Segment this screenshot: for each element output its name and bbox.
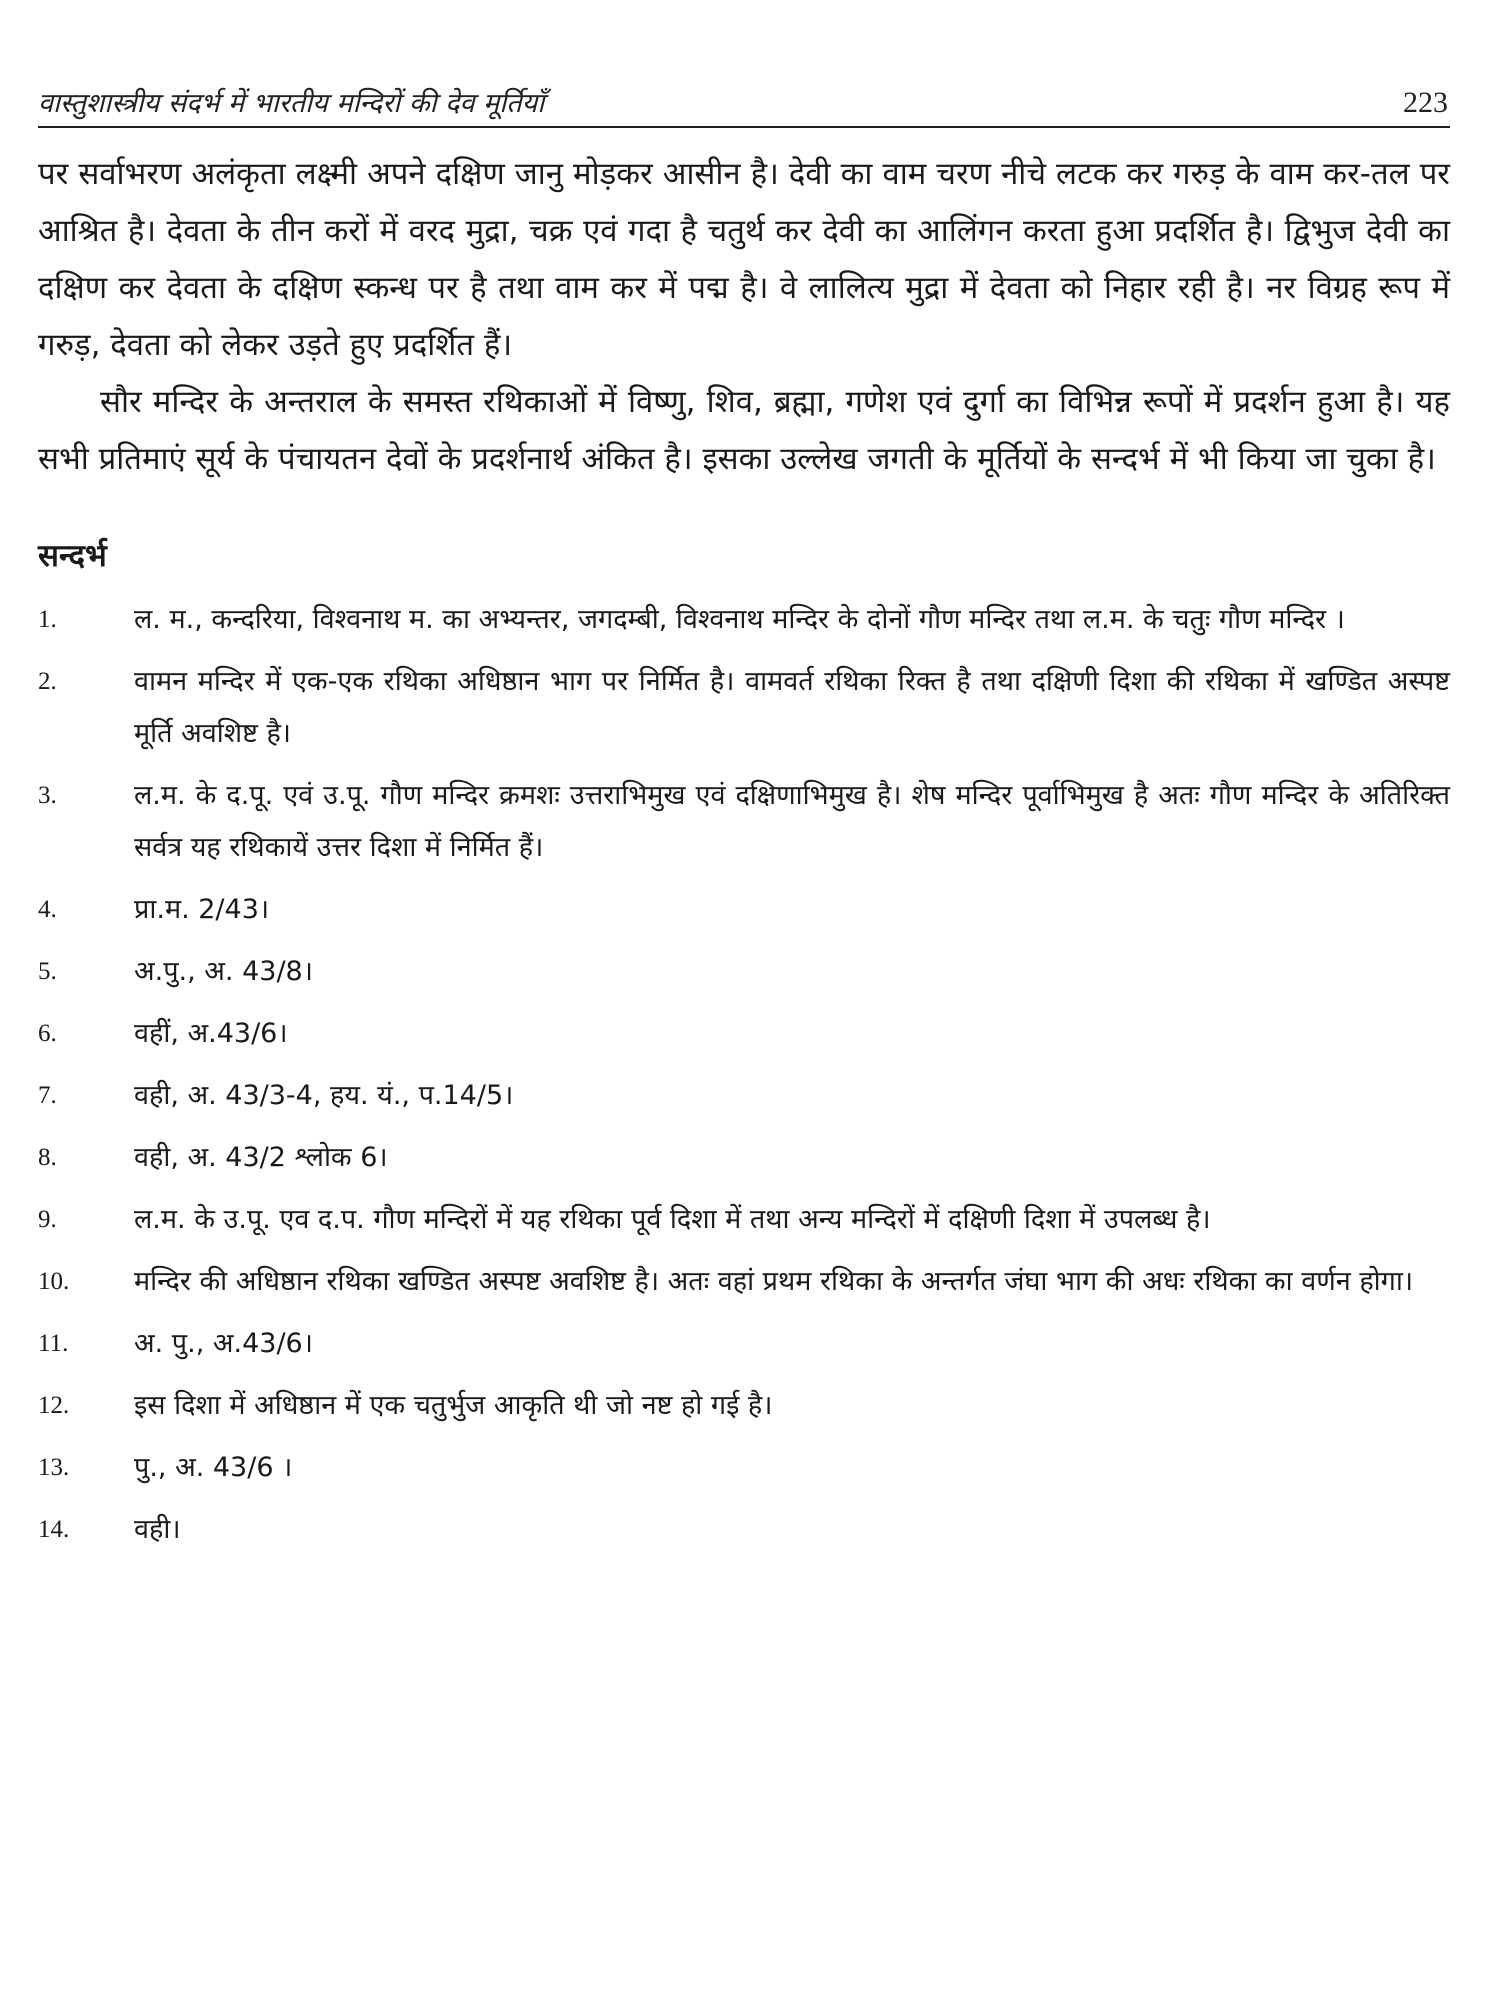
reference-number: 13. — [38, 1454, 70, 1481]
reference-number: 10. — [38, 1268, 70, 1295]
reference-number: 4. — [38, 896, 57, 923]
reference-item — [38, 656, 1450, 760]
reference-text: मन्दिर की अधिष्ठान रथिका खण्डित अस्पष्ट अवशिष्ट है। अतः वहां प्रथम रथिका के अन्तर्गत जंघा भाग की अधः रथिका का वर्णन होगा। — [134, 1266, 1414, 1297]
reference-number: 5. — [38, 958, 57, 985]
book-page — [38, 70, 1450, 1566]
reference-item — [38, 1070, 1450, 1122]
reference-item — [38, 770, 1450, 874]
running-title: वास्तुशास्त्रीय संदर्भ में भारतीय मन्दिरों की देव मूर्तियाँ — [38, 88, 545, 119]
reference-item — [38, 1132, 1450, 1184]
reference-item — [38, 946, 1450, 998]
reference-number: 2. — [38, 668, 57, 695]
reference-item — [38, 1194, 1450, 1246]
reference-text: वही, अ. 43/2 श्लोक 6। — [134, 1142, 388, 1173]
reference-item — [38, 884, 1450, 936]
references-list — [38, 594, 1450, 1556]
reference-text: पु., अ. 43/6 । — [134, 1452, 293, 1483]
reference-text: वहीं, अ.43/6। — [134, 1018, 288, 1049]
reference-text: ल.म. के द.पू. एवं उ.पू. गौण मन्दिर क्रमशः उत्तराभिमुख एवं दक्षिणाभिमुख है। शेष मन्दिर पूर्वाभिमुख है अतः गौण मन्दिर के अतिरिक्त सर्वत्र यह रथिकायें उत्तर दिशा में निर्मित हैं। — [134, 780, 1450, 863]
reference-number: 7. — [38, 1082, 57, 1109]
reference-item — [38, 1442, 1450, 1494]
reference-number: 9. — [38, 1206, 57, 1233]
reference-number: 3. — [38, 782, 57, 809]
reference-item — [38, 1256, 1450, 1308]
reference-number: 8. — [38, 1144, 57, 1171]
running-header — [38, 70, 1450, 128]
reference-number: 14. — [38, 1516, 70, 1543]
reference-text: अ.पु., अ. 43/8। — [134, 956, 313, 987]
reference-number: 6. — [38, 1020, 57, 1047]
reference-item — [38, 1318, 1450, 1370]
reference-text: वही, अ. 43/3-4, हय. यं., प.14/5। — [134, 1080, 514, 1111]
page-number: 223 — [1403, 86, 1448, 119]
reference-text: वामन मन्दिर में एक-एक रथिका अधिष्ठान भाग पर निर्मित है। वामवर्त रथिका रिक्त है तथा दक्षिणी दिशा की रथिका में खण्डित अस्पष्ट मूर्ति अवशिष्ट है। — [134, 666, 1450, 749]
reference-item — [38, 1008, 1450, 1060]
reference-item — [38, 1380, 1450, 1432]
body-text — [38, 146, 1450, 488]
reference-item — [38, 1504, 1450, 1556]
reference-item — [38, 594, 1450, 646]
reference-text: ल.म. के उ.पू. एव द.प. गौण मन्दिरों में यह रथिका पूर्व दिशा में तथा अन्य मन्दिरों में दक्षिणी दिशा में उपलब्ध है। — [134, 1204, 1211, 1235]
reference-number: 1. — [38, 606, 57, 633]
reference-number: 11. — [38, 1330, 69, 1357]
paragraph: पर सर्वाभरण अलंकृता लक्ष्मी अपने दक्षिण जानु मोड़कर आसीन है। देवी का वाम चरण नीचे लटक कर गरुड़ के वाम कर-तल पर आश्रित है। देवता के तीन करों में वरद मुद्रा, चक्र एवं गदा है चतुर्थ कर देवी का आलिंगन करता हुआ प्रदर्शित है। द्विभुज देवी का दक्षिण कर देवता के दक्षिण स्कन्ध पर है तथा वाम कर में पद्म है। वे लालित्य मुद्रा में देवता को निहार रही है। नर विग्रह रूप में गरुड़, देवता को लेकर उड़ते हुए प्रदर्शित हैं। — [38, 156, 1450, 363]
reference-text: वही। — [134, 1514, 181, 1545]
reference-text: ल. म., कन्दरिया, विश्वनाथ म. का अभ्यन्तर, जगदम्बी, विश्वनाथ मन्दिर के दोनों गौण मन्दिर तथा ल.म. के चतुः गौण मन्दिर । — [134, 604, 1345, 635]
reference-number: 12. — [38, 1392, 70, 1419]
reference-text: अ. पु., अ.43/6। — [134, 1328, 313, 1359]
reference-text: प्रा.म. 2/43। — [134, 894, 270, 925]
paragraph: सौर मन्दिर के अन्तराल के समस्त रथिकाओं में विष्णु, शिव, ब्रह्मा, गणेश एवं दुर्गा का विभिन्न रूपों में प्रदर्शन हुआ है। यह सभी प्रतिमाएं सूर्य के पंचायतन देवों के प्रदर्शनार्थ अंकित है। इसका उल्लेख जगती के मूर्तियों के सन्दर्भ में भी किया जा चुका है। — [38, 384, 1450, 477]
reference-text: इस दिशा में अधिष्ठान में एक चतुर्भुज आकृति थी जो नष्ट हो गई है। — [134, 1390, 773, 1421]
references-heading: सन्दर्भ — [38, 538, 107, 574]
